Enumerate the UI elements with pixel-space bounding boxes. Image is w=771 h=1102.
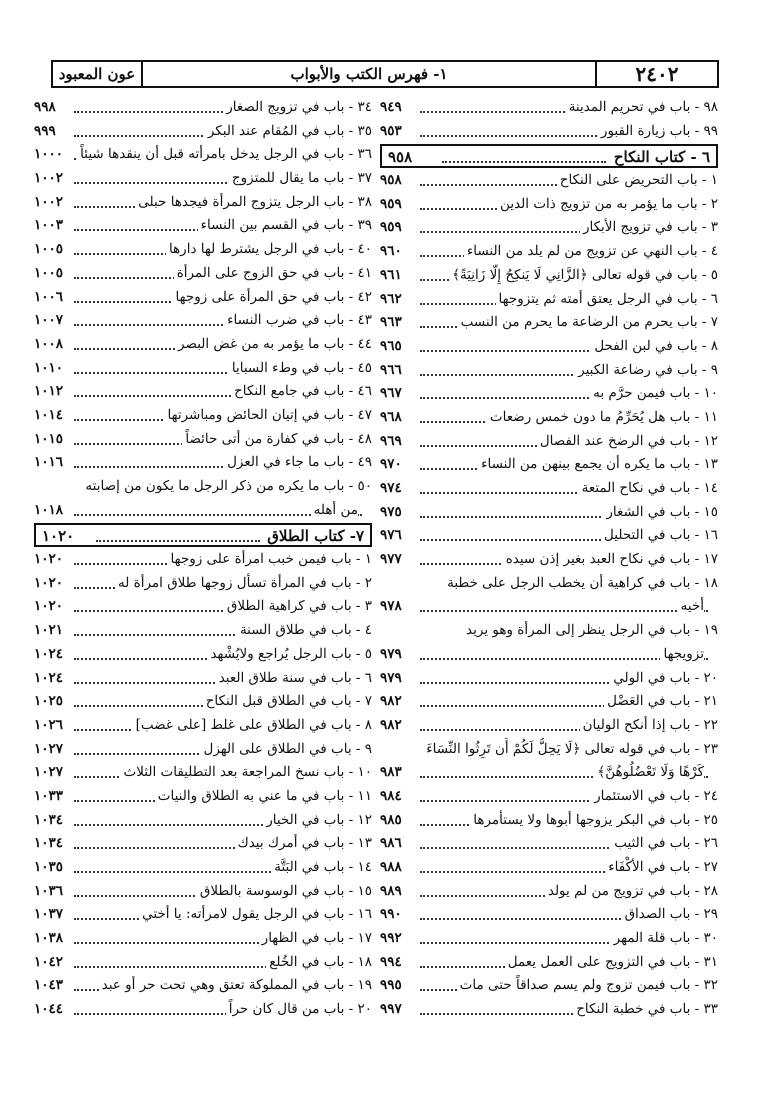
index-entry <box>380 785 718 809</box>
entry-page-number: ٩٧٧ <box>380 548 405 572</box>
index-entry <box>34 357 372 381</box>
entry-title: ١٣ - باب في أمرك بيدك <box>235 832 372 856</box>
leader-dots <box>420 610 708 612</box>
entry-title: ٣٦ - باب في الرجل يدخل بامرأته قبل أن ينقدها شيئاً <box>77 143 372 167</box>
entry-title: ٢ - باب ما يؤمر به من تزويج ذات الدين <box>497 193 718 217</box>
index-entry <box>34 951 372 975</box>
entry-page-number: ٩٨٢ <box>380 714 405 738</box>
index-entry <box>380 951 718 975</box>
entry-page-number: ١٠٢٠ <box>34 572 66 596</box>
entry-title: ٣٥ - باب في المُقام عند البكر <box>205 120 372 144</box>
index-column-left <box>34 96 372 1022</box>
index-entry <box>34 832 372 856</box>
entry-page-number: ٩٧٨ <box>380 595 405 619</box>
entry-title: ٢٣ - باب في قوله تعالى ﴿لَا يَحِلُّ لَكُمْ أَن تَرِثُوا النِّسَاءَ <box>423 738 718 762</box>
entry-page-number: ٩٦٦ <box>380 359 405 383</box>
entry-title: ٣٧ - باب ما يقال للمتزوج <box>229 167 372 191</box>
index-entry <box>34 572 372 596</box>
entry-title: ٣ - باب في تزويج الأبكار <box>580 216 718 240</box>
entry-page-number: ٩٨٩ <box>380 880 405 904</box>
index-entry <box>34 785 372 809</box>
entry-page-number: ١٠٠٣ <box>34 214 66 238</box>
entry-title: ٣٣ - باب في خطبة النكاح <box>573 998 718 1022</box>
index-entry <box>34 690 372 714</box>
entry-title: ١٦ - باب في التحليل <box>601 524 718 548</box>
index-entry <box>380 619 718 643</box>
index-column-right <box>380 96 718 1022</box>
entry-title: ٤ - باب النهي عن تزويج من لم يلد من النساء <box>464 240 718 264</box>
index-entry <box>380 998 718 1022</box>
index-entry <box>380 643 718 667</box>
index-entry <box>34 428 372 452</box>
index-entry <box>380 382 718 406</box>
entry-page-number: ١٠١٥ <box>34 428 66 452</box>
entry-page-number: ٩٨٥ <box>380 809 405 833</box>
entry-page-number: ٩٤٩ <box>380 96 405 120</box>
entry-title: ٢١ - باب في العَضْل <box>604 690 718 714</box>
index-entry <box>34 475 372 499</box>
entry-title: ٤٨ - باب في كفارة من أتى حائضاً <box>182 428 372 452</box>
leader-dots <box>442 161 606 163</box>
entry-title: ١٦ - باب في الرجل يقول لامرأته: يا أختي <box>139 903 372 927</box>
entry-page-number: ٩٦٧ <box>380 382 405 406</box>
entry-page-number: ١٠٢٦ <box>34 714 66 738</box>
entry-page-number: ٩٥٨ <box>388 146 415 168</box>
entry-title: ١٨ - باب في كراهية أن يخطب الرجل على خطبة <box>444 572 718 596</box>
entry-page-number: ١٠١٠ <box>34 357 66 381</box>
entry-title: ٣٢ - باب فيمن تزوج ولم يسم صداقاً حتى مات <box>457 974 718 998</box>
index-entry <box>380 974 718 998</box>
entry-page-number: ١٠٣٥ <box>34 856 66 880</box>
index-entry <box>380 832 718 856</box>
entry-title: ٤٧ - باب في إتيان الحائض ومباشرتها <box>165 404 373 428</box>
entry-title: ٤٢ - باب في حق المرأة على زوجها <box>173 286 372 310</box>
entry-title: كَرْهًا وَلَا تَعْضُلُوهُنَّ﴾ <box>594 761 704 785</box>
index-entry <box>34 548 372 572</box>
entry-title: ٦ - باب في الرجل يعتق أمته ثم يتزوجها <box>496 288 718 312</box>
entry-page-number: ٩٨٢ <box>380 690 405 714</box>
index-entry <box>34 499 372 523</box>
entry-title: ٢٢ - باب إذا أنكح الوليان <box>580 714 718 738</box>
entry-title: ٢٩ - باب الصداق <box>622 903 718 927</box>
entry-title: ٣٨ - باب الرجل يتزوج المرأة فيجدها حبلى <box>135 191 372 215</box>
index-entry <box>380 335 718 359</box>
entry-page-number: ١٠٠٦ <box>34 286 66 310</box>
entry-page-number: ٩٩٠ <box>380 903 405 927</box>
index-entry <box>380 359 718 383</box>
entry-title: ١٤ - باب في البَتَّة <box>271 856 372 880</box>
entry-title: ٤ - باب في طلاق السنة <box>237 619 372 643</box>
entry-title: ٢٠ - باب في الولي <box>610 667 718 691</box>
entry-page-number: ١٠٢٠ <box>42 525 77 547</box>
index-entry <box>34 998 372 1022</box>
entry-title: ٤٥ - باب في وطء السبايا <box>229 357 372 381</box>
entry-title: ٢٤ - باب في الاستئمار <box>591 785 718 809</box>
entry-page-number: ٩٩٥ <box>380 974 405 998</box>
book-heading <box>380 144 718 168</box>
entry-title: ٢٨ - باب في تزويج من لم يولد <box>545 880 718 904</box>
entry-page-number: ٩٧٩ <box>380 643 405 667</box>
index-entry <box>380 548 718 572</box>
entry-page-number: ٩٥٣ <box>380 120 405 144</box>
index-entry <box>34 714 372 738</box>
index-entry <box>34 809 372 833</box>
entry-title: ٣٤ - باب في تزويج الصغار <box>223 96 372 120</box>
entry-title: ١٥ - باب في الوسوسة بالطلاق <box>197 880 372 904</box>
entry-page-number: ١٠٠٨ <box>34 333 66 357</box>
entry-page-number: ١٠١٦ <box>34 451 66 475</box>
index-entry <box>34 143 372 167</box>
index-entry <box>34 120 372 144</box>
entry-title: ١٧ - باب في الظهار <box>259 927 372 951</box>
entry-title: ١٥ - باب في الشغار <box>603 501 718 525</box>
page-header <box>51 60 719 88</box>
entry-title: ٢٠ - باب من قال كان حراً <box>226 998 372 1022</box>
entry-page-number: ١٠٠٥ <box>34 238 66 262</box>
entry-page-number: ٩٦٥ <box>380 335 405 359</box>
entry-page-number: ١٠١٤ <box>34 404 66 428</box>
index-entry <box>380 169 718 193</box>
entry-title: ١٩ - باب في الرجل ينظر إلى المرأة وهو يريد <box>463 619 718 643</box>
entry-page-number: ١٠٠٧ <box>34 309 66 333</box>
entry-page-number: ١٠١٢ <box>34 380 66 404</box>
index-entry <box>380 240 718 264</box>
index-entry <box>34 451 372 475</box>
entry-page-number: ١٠٣٤ <box>34 809 66 833</box>
entry-title: ٨ - باب في الطلاق على غلط [على غضب] <box>133 714 372 738</box>
index-entry <box>380 501 718 525</box>
index-entry <box>34 880 372 904</box>
entry-page-number: ١٠٢١ <box>34 619 66 643</box>
entry-page-number: ٩٧٠ <box>380 453 405 477</box>
entry-title: ٥٠ - باب ما يكره من ذكر الرجل ما يكون من إصابته <box>82 475 372 499</box>
entry-title: ٤٠ - باب في الرجل يشترط لها دارها <box>166 238 372 262</box>
entry-title: من أهله <box>311 499 358 523</box>
index-entry <box>380 714 718 738</box>
entry-page-number: ١٠٠٢ <box>34 191 66 215</box>
index-entry <box>34 974 372 998</box>
entry-page-number: ١٠٢٤ <box>34 643 66 667</box>
index-entry <box>34 856 372 880</box>
index-entry <box>34 214 372 238</box>
entry-title: ١٠ - باب فيمن حرَّم به <box>590 382 718 406</box>
entry-title: ٦ - كتاب النكاح <box>611 146 710 168</box>
entry-title: ٥ - باب في قوله تعالى ﴿الزَّانِي لَا يَنكِحُ إِلَّا زَانِيَةً﴾ <box>449 264 718 288</box>
entry-title: ٢٦ - باب في الثيب <box>611 832 718 856</box>
entry-page-number: ١٠٤٣ <box>34 974 66 998</box>
index-entry <box>34 595 372 619</box>
entry-page-number: ٩٧٥ <box>380 501 405 525</box>
entry-title: ٧- كتاب الطلاق <box>264 525 364 547</box>
index-entry <box>34 96 372 120</box>
index-entry <box>380 595 718 619</box>
index-entry <box>34 643 372 667</box>
entry-page-number: ١٠٠٢ <box>34 167 66 191</box>
entry-page-number: ١٠٤٤ <box>34 998 66 1022</box>
entry-title: أخيه <box>678 595 704 619</box>
entry-page-number: ٩٩٨ <box>34 96 59 120</box>
entry-title: ١٢ - باب في الرضخ عند الفصال <box>537 430 718 454</box>
index-entry <box>380 264 718 288</box>
entry-page-number: ٩٨٣ <box>380 761 405 785</box>
index-entry <box>380 216 718 240</box>
entry-page-number: ١٠٣٧ <box>34 903 66 927</box>
index-entry <box>380 193 718 217</box>
index-entry <box>380 288 718 312</box>
index-entry <box>380 96 718 120</box>
entry-title: ٤١ - باب في حق الزوج على المرأة <box>174 262 372 286</box>
entry-title: تزويجها <box>660 643 704 667</box>
entry-page-number: ٩٦١ <box>380 264 405 288</box>
entry-title: ٢٧ - باب في الأكْفَاء <box>605 856 718 880</box>
entry-page-number: ١٠٣٨ <box>34 927 66 951</box>
index-entry <box>380 406 718 430</box>
entry-page-number: ١٠٣٣ <box>34 785 66 809</box>
index-entry <box>380 738 718 762</box>
entry-title: ١٩ - باب في المملوكة تعتق وهي تحت حر أو عبد <box>99 974 372 998</box>
index-entry <box>380 311 718 335</box>
index-entry <box>34 927 372 951</box>
entry-title: ٩٩ - باب زيارة القبور <box>598 120 718 144</box>
entry-title: ٧ - باب في الطلاق قبل النكاح <box>203 690 372 714</box>
book-heading <box>34 523 372 547</box>
index-entry <box>380 572 718 596</box>
entry-page-number: ٩٩٤ <box>380 951 405 975</box>
entry-title: ٥ - باب الرجل يُراجع ولايُشْهد <box>207 643 372 667</box>
entry-title: ١٧ - باب في نكاح العبد بغير إذن سيده <box>503 548 718 572</box>
index-entry <box>34 262 372 286</box>
entry-page-number: ٩٦٨ <box>380 406 405 430</box>
entry-page-number: ٩٩٧ <box>380 998 405 1022</box>
index-entry <box>380 880 718 904</box>
leader-dots <box>96 540 260 542</box>
entry-title: ٤٤ - باب ما يؤمر به من غض البصر <box>175 333 372 357</box>
entry-page-number: ١٠٢٧ <box>34 761 66 785</box>
entry-page-number: ١٠٢٥ <box>34 690 66 714</box>
index-entry <box>380 856 718 880</box>
entry-page-number: ٩٧٤ <box>380 477 405 501</box>
entry-title: ١٣ - باب ما يكره أن يجمع بينهن من النساء <box>478 453 718 477</box>
entry-title: ٦ - باب في سنة طلاق العبد <box>216 667 372 691</box>
index-entry <box>34 761 372 785</box>
index-entry <box>380 903 718 927</box>
index-entry <box>34 309 372 333</box>
index-entry <box>34 286 372 310</box>
section-title: ١- فهرس الكتب والأبواب <box>143 62 597 86</box>
entry-title: ٣١ - باب في التزويج على العمل يعمل <box>505 951 718 975</box>
index-entry <box>34 738 372 762</box>
entry-title: ٩ - باب في الطلاق على الهزل <box>201 738 372 762</box>
entry-title: ٢ - باب في المرأة تسأل زوجها طلاق امرأة له <box>115 572 372 596</box>
entry-page-number: ١٠١٨ <box>34 499 66 523</box>
entry-title: ١٤ - باب في نكاح المتعة <box>579 477 718 501</box>
entry-page-number: ٩٧٦ <box>380 524 405 548</box>
entry-page-number: ١٠٠٠ <box>34 143 66 167</box>
index-entry <box>380 927 718 951</box>
entry-page-number: ١٠٤٢ <box>34 951 66 975</box>
entry-title: ٤٣ - باب في ضرب النساء <box>224 309 372 333</box>
entry-title: ١٨ - باب في الخُلع <box>266 951 372 975</box>
entry-title: ٣٠ - باب قلة المهر <box>611 927 718 951</box>
entry-page-number: ٩٩٩ <box>34 120 59 144</box>
index-entry <box>34 404 372 428</box>
entry-title: ٩٨ - باب في تحريم المدينة <box>566 96 718 120</box>
entry-title: ١٠ - باب نسخ المراجعة بعد التطليقات الثلاث <box>121 761 372 785</box>
entry-page-number: ١٠٢٠ <box>34 595 66 619</box>
entry-title: ١٢ - باب في الخيار <box>263 809 372 833</box>
entry-title: ٤٩ - باب ما جاء في العزل <box>224 451 372 475</box>
entry-page-number: ٩٦٠ <box>380 240 405 264</box>
entry-title: ٢٥ - باب في البكر يزوجها أبوها ولا يستأمرها <box>470 809 718 833</box>
entry-page-number: ٩٥٩ <box>380 193 405 217</box>
index-entry <box>34 167 372 191</box>
entry-page-number: ٩٦٢ <box>380 288 405 312</box>
entry-page-number: ٩٧٩ <box>380 667 405 691</box>
entry-page-number: ١٠٠٥ <box>34 262 66 286</box>
index-entry <box>380 430 718 454</box>
entry-page-number: ٩٦٩ <box>380 430 405 454</box>
entry-title: ٩ - باب في رضاعة الكبير <box>575 359 718 383</box>
index-entry <box>380 477 718 501</box>
index-entry <box>380 120 718 144</box>
entry-page-number: ٩٥٨ <box>380 169 405 193</box>
index-entry <box>380 524 718 548</box>
entry-page-number: ٩٨٦ <box>380 832 405 856</box>
entry-page-number: ١٠٣٤ <box>34 832 66 856</box>
index-entry <box>34 380 372 404</box>
index-entry <box>34 903 372 927</box>
index-entry <box>380 809 718 833</box>
index-entry <box>380 761 718 785</box>
entry-title: ٨ - باب في لبن الفحل <box>591 335 718 359</box>
entry-title: ١ - باب التحريض على النكاح <box>557 169 718 193</box>
entry-page-number: ٩٦٣ <box>380 311 405 335</box>
entry-title: ١١ - باب في ما عني به الطلاق والنيات <box>155 785 372 809</box>
book-name: عون المعبود <box>53 62 143 86</box>
entry-title: ٣ - باب في كراهية الطلاق <box>224 595 372 619</box>
entry-title: ٧ - باب يحرم من الرضاعة ما يحرم من النسب <box>458 311 718 335</box>
entry-page-number: ٩٨٨ <box>380 856 405 880</box>
page-number: ٢٤٠٢ <box>635 62 679 86</box>
entry-title: ٤٦ - باب في جامع النكاح <box>231 380 372 404</box>
entry-page-number: ٩٥٩ <box>380 216 405 240</box>
index-entry <box>380 690 718 714</box>
index-entry <box>34 191 372 215</box>
index-entry <box>34 619 372 643</box>
entry-page-number: ١٠٢٠ <box>34 548 66 572</box>
index-entry <box>34 333 372 357</box>
entry-title: ١ - باب فيمن خبب امرأة على زوجها <box>168 548 372 572</box>
entry-title: ٣٩ - باب في القسم بين النساء <box>198 214 372 238</box>
index-entry <box>380 453 718 477</box>
index-entry <box>34 667 372 691</box>
entry-page-number: ١٠٢٧ <box>34 738 66 762</box>
index-entry <box>380 667 718 691</box>
entry-page-number: ١٠٢٤ <box>34 667 66 691</box>
entry-page-number: ٩٩٢ <box>380 927 405 951</box>
entry-title: ١١ - باب هل يُحَرِّمُ ما دون خمس رضعات <box>487 406 718 430</box>
entry-page-number: ١٠٣٦ <box>34 880 66 904</box>
entry-page-number: ٩٨٤ <box>380 785 405 809</box>
index-entry <box>34 238 372 262</box>
